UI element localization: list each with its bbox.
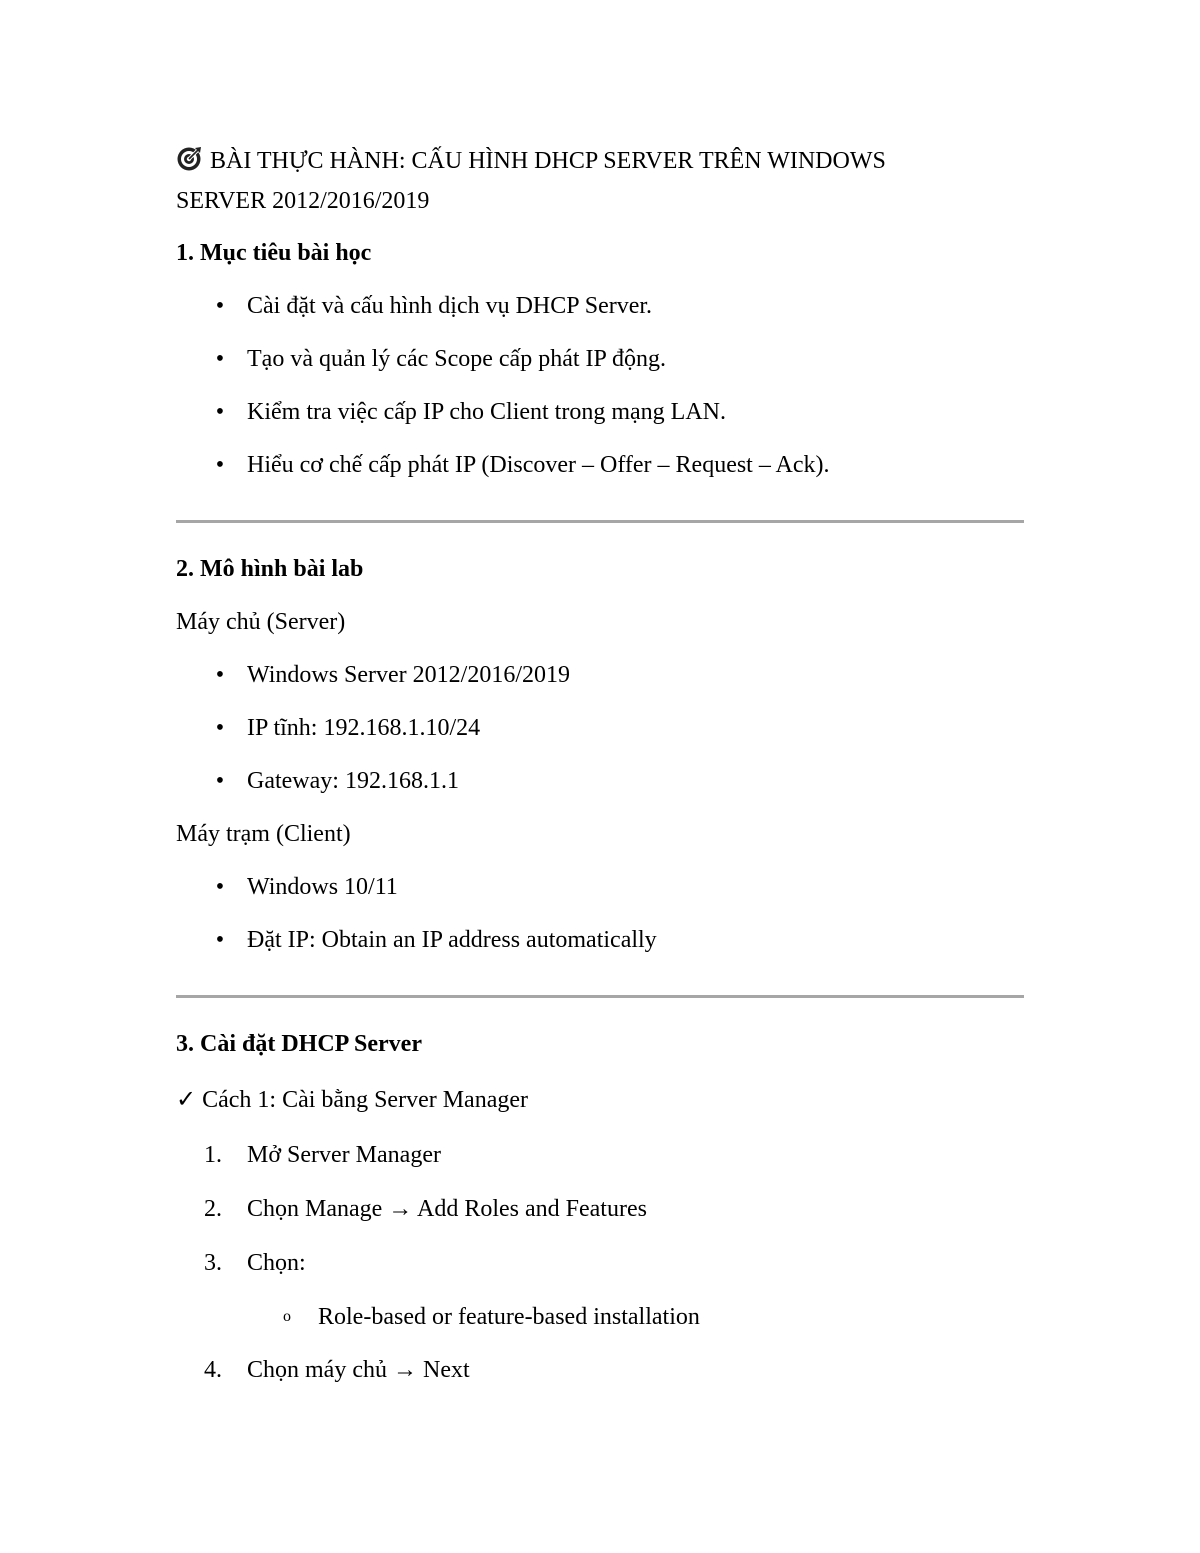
client-list	[176, 872, 1024, 955]
list-item	[176, 872, 1024, 902]
checkmark-icon: ✓	[176, 1087, 197, 1113]
section-heading-install-dhcp: 3. Cài đặt DHCP Server	[176, 1031, 422, 1057]
step-number: 2.	[204, 1196, 222, 1222]
step-item	[176, 1355, 1024, 1385]
document-content	[176, 143, 1024, 1385]
step-text: Chọn Manage → Add Roles and Features	[247, 1196, 647, 1222]
list-item	[176, 660, 1024, 690]
list-item	[176, 766, 1024, 796]
bullet-icon: •	[215, 768, 225, 794]
method-label-text: Cách 1: Cài bằng Server Manager	[202, 1087, 528, 1113]
server-label: Máy chủ (Server)	[176, 609, 346, 635]
server-list	[176, 660, 1024, 796]
sub-list-item	[176, 1302, 1024, 1332]
bullet-icon: •	[215, 874, 225, 900]
bullet-icon: •	[215, 452, 225, 478]
section-heading-lab-model: 2. Mô hình bài lab	[176, 556, 364, 582]
step-text: Chọn máy chủ → Next	[247, 1357, 470, 1383]
step-number: 3.	[204, 1250, 222, 1276]
step-text: Mở Server Manager	[247, 1142, 441, 1168]
list-item-text: Windows Server 2012/2016/2019	[247, 662, 571, 688]
list-item	[176, 344, 1024, 374]
page-title-text: BÀI THỰC HÀNH: CẤU HÌNH DHCP SERVER TRÊN WINDOWS SERVER 2012/2016/2019	[176, 148, 886, 214]
step-item	[176, 1194, 1024, 1224]
list-item-text: IP tĩnh: 192.168.1.10/24	[247, 715, 481, 741]
list-item-text: Gateway: 192.168.1.1	[247, 768, 459, 794]
list-item-text: Cài đặt và cấu hình dịch vụ DHCP Server.	[247, 293, 653, 319]
step-number: 4.	[204, 1357, 222, 1383]
list-item	[176, 450, 1024, 480]
list-item	[176, 291, 1024, 321]
list-item-text: Kiểm tra việc cấp IP cho Client trong mạng LAN.	[247, 399, 726, 425]
method-label	[176, 1085, 1024, 1115]
bullet-icon: •	[215, 927, 225, 953]
install-steps-list	[176, 1140, 1024, 1385]
bullet-icon: •	[215, 293, 225, 319]
section-divider	[176, 520, 1024, 523]
bullet-icon: •	[215, 346, 225, 372]
list-item-text: Đặt IP: Obtain an IP address automatically	[247, 927, 657, 953]
step-item	[176, 1140, 1024, 1170]
list-item-text: Windows 10/11	[247, 874, 398, 900]
section-divider	[176, 995, 1024, 998]
bullet-icon: •	[215, 715, 225, 741]
sub-list-item-text: Role-based or feature-based installation	[318, 1304, 700, 1330]
section-heading-objectives: 1. Mục tiêu bài học	[176, 240, 372, 266]
step-item	[176, 1248, 1024, 1278]
list-item	[176, 925, 1024, 955]
step-number: 1.	[204, 1142, 222, 1168]
list-item-text: Hiểu cơ chế cấp phát IP (Discover – Offer – Request – Ack).	[247, 452, 830, 478]
objectives-list	[176, 291, 1024, 480]
page-title	[176, 143, 966, 219]
list-item-text: Tạo và quản lý các Scope cấp phát IP động.	[247, 346, 666, 372]
bullet-icon: •	[215, 662, 225, 688]
circle-bullet-icon: o	[283, 1308, 291, 1325]
bullet-icon: •	[215, 399, 225, 425]
client-label: Máy trạm (Client)	[176, 821, 351, 847]
target-icon	[176, 146, 202, 183]
step-text: Chọn:	[247, 1250, 306, 1276]
list-item	[176, 397, 1024, 427]
list-item	[176, 713, 1024, 743]
